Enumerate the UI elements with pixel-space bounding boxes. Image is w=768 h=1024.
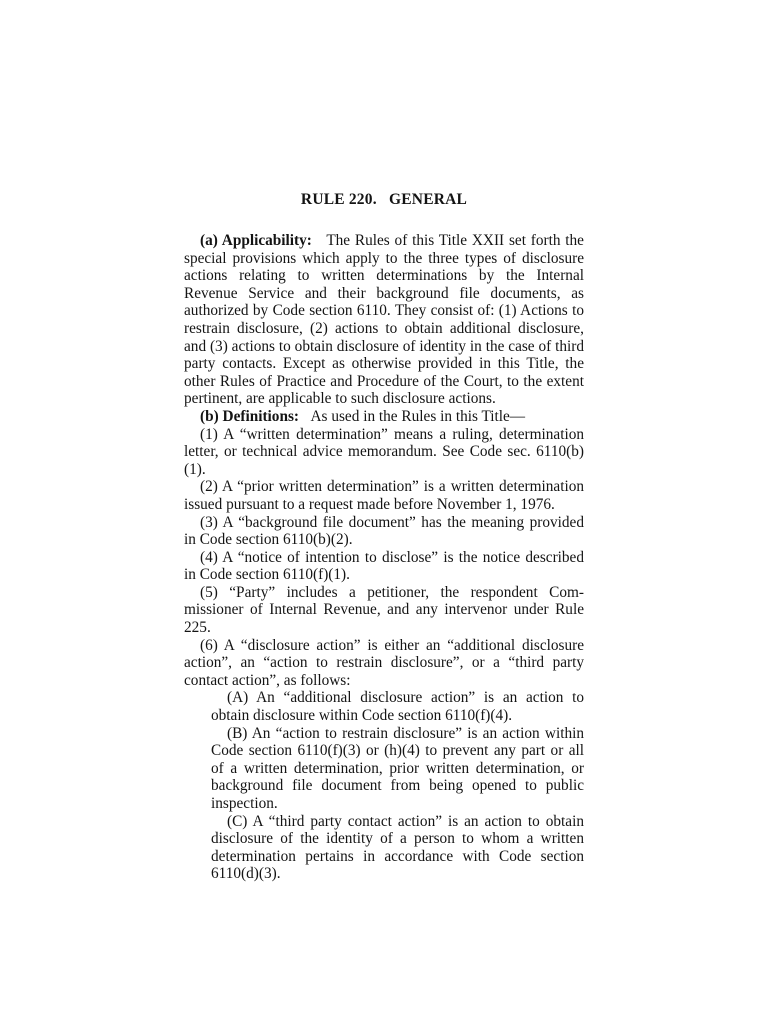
definition-3: (3) A “background file document” has the meaning provided in Code section 6110(b)(2).: [184, 513, 584, 549]
subdefinition-b: (B) An “action to restrain disclosure” is an action within Code section 6110(f)(3) or (h)(4) to prevent any part or all of a written determination, prior written determination, or background file document from being opened to public inspection.: [211, 724, 584, 812]
subdefinition-c: (C) A “third party contact action” is an action to obtain disclosure of the identity of a person to whom a written determination pertains in accordance with Code section 6110(d)(3).: [211, 812, 584, 883]
paragraph-b-heading: (b) Definitions:: [200, 407, 300, 425]
subdefinition-a: (A) An “additional disclosure action” is an action to obtain disclosure within Code section 6110(f)(4).: [211, 689, 584, 725]
definition-6: (6) A “disclosure action” is either an “additional disclosure action”, an “action to restrain disclosure”, or a “third party contact action”, as follows:: [184, 636, 584, 689]
paragraph-b: [184, 408, 584, 426]
paragraph-a: [184, 232, 584, 408]
paragraph-b-text: As used in the Rules in this Title—: [310, 407, 526, 425]
paragraph-a-text: The Rules of this Title XXII set forth the special provisions which apply to the three types of disclosure actions relating to written determinations by the Internal Revenue Service and their background file documents, as authorized by Code section 6110. They consist of: (1) Actions to restrain disclosure, (2) actions to obtain additional disclosure, and (3) actions to obtain disclosure of identity in the case of third party contacts. Except as otherwise provided in this Title, the other Rules of Practice and Procedure of the Court, to the extent pertinent, are applicable to such disclosure actions.: [184, 232, 584, 408]
rule-heading: RULE 220. GENERAL: [300, 191, 468, 208]
definition-2: (2) A “prior written determination” is a written determination issued pursuant to a request made before November 1, 1976.: [184, 478, 584, 513]
definition-1: (1) A “written determination” means a ruling, determination letter, or technical advice memorandum. See Code sec. 6110(b)(1).: [184, 425, 584, 478]
paragraph-a-heading: (a) Applicability:: [200, 232, 312, 249]
definition-4: (4) A “notice of intention to disclose” is the notice described in Code section 6110(f)(1).: [184, 548, 584, 584]
definition-5: (5) “Party” includes a petitioner, the respondent Commissioner of Internal Revenue, and any intervenor under Rule 225.: [184, 583, 584, 637]
rule-body: [184, 232, 584, 883]
